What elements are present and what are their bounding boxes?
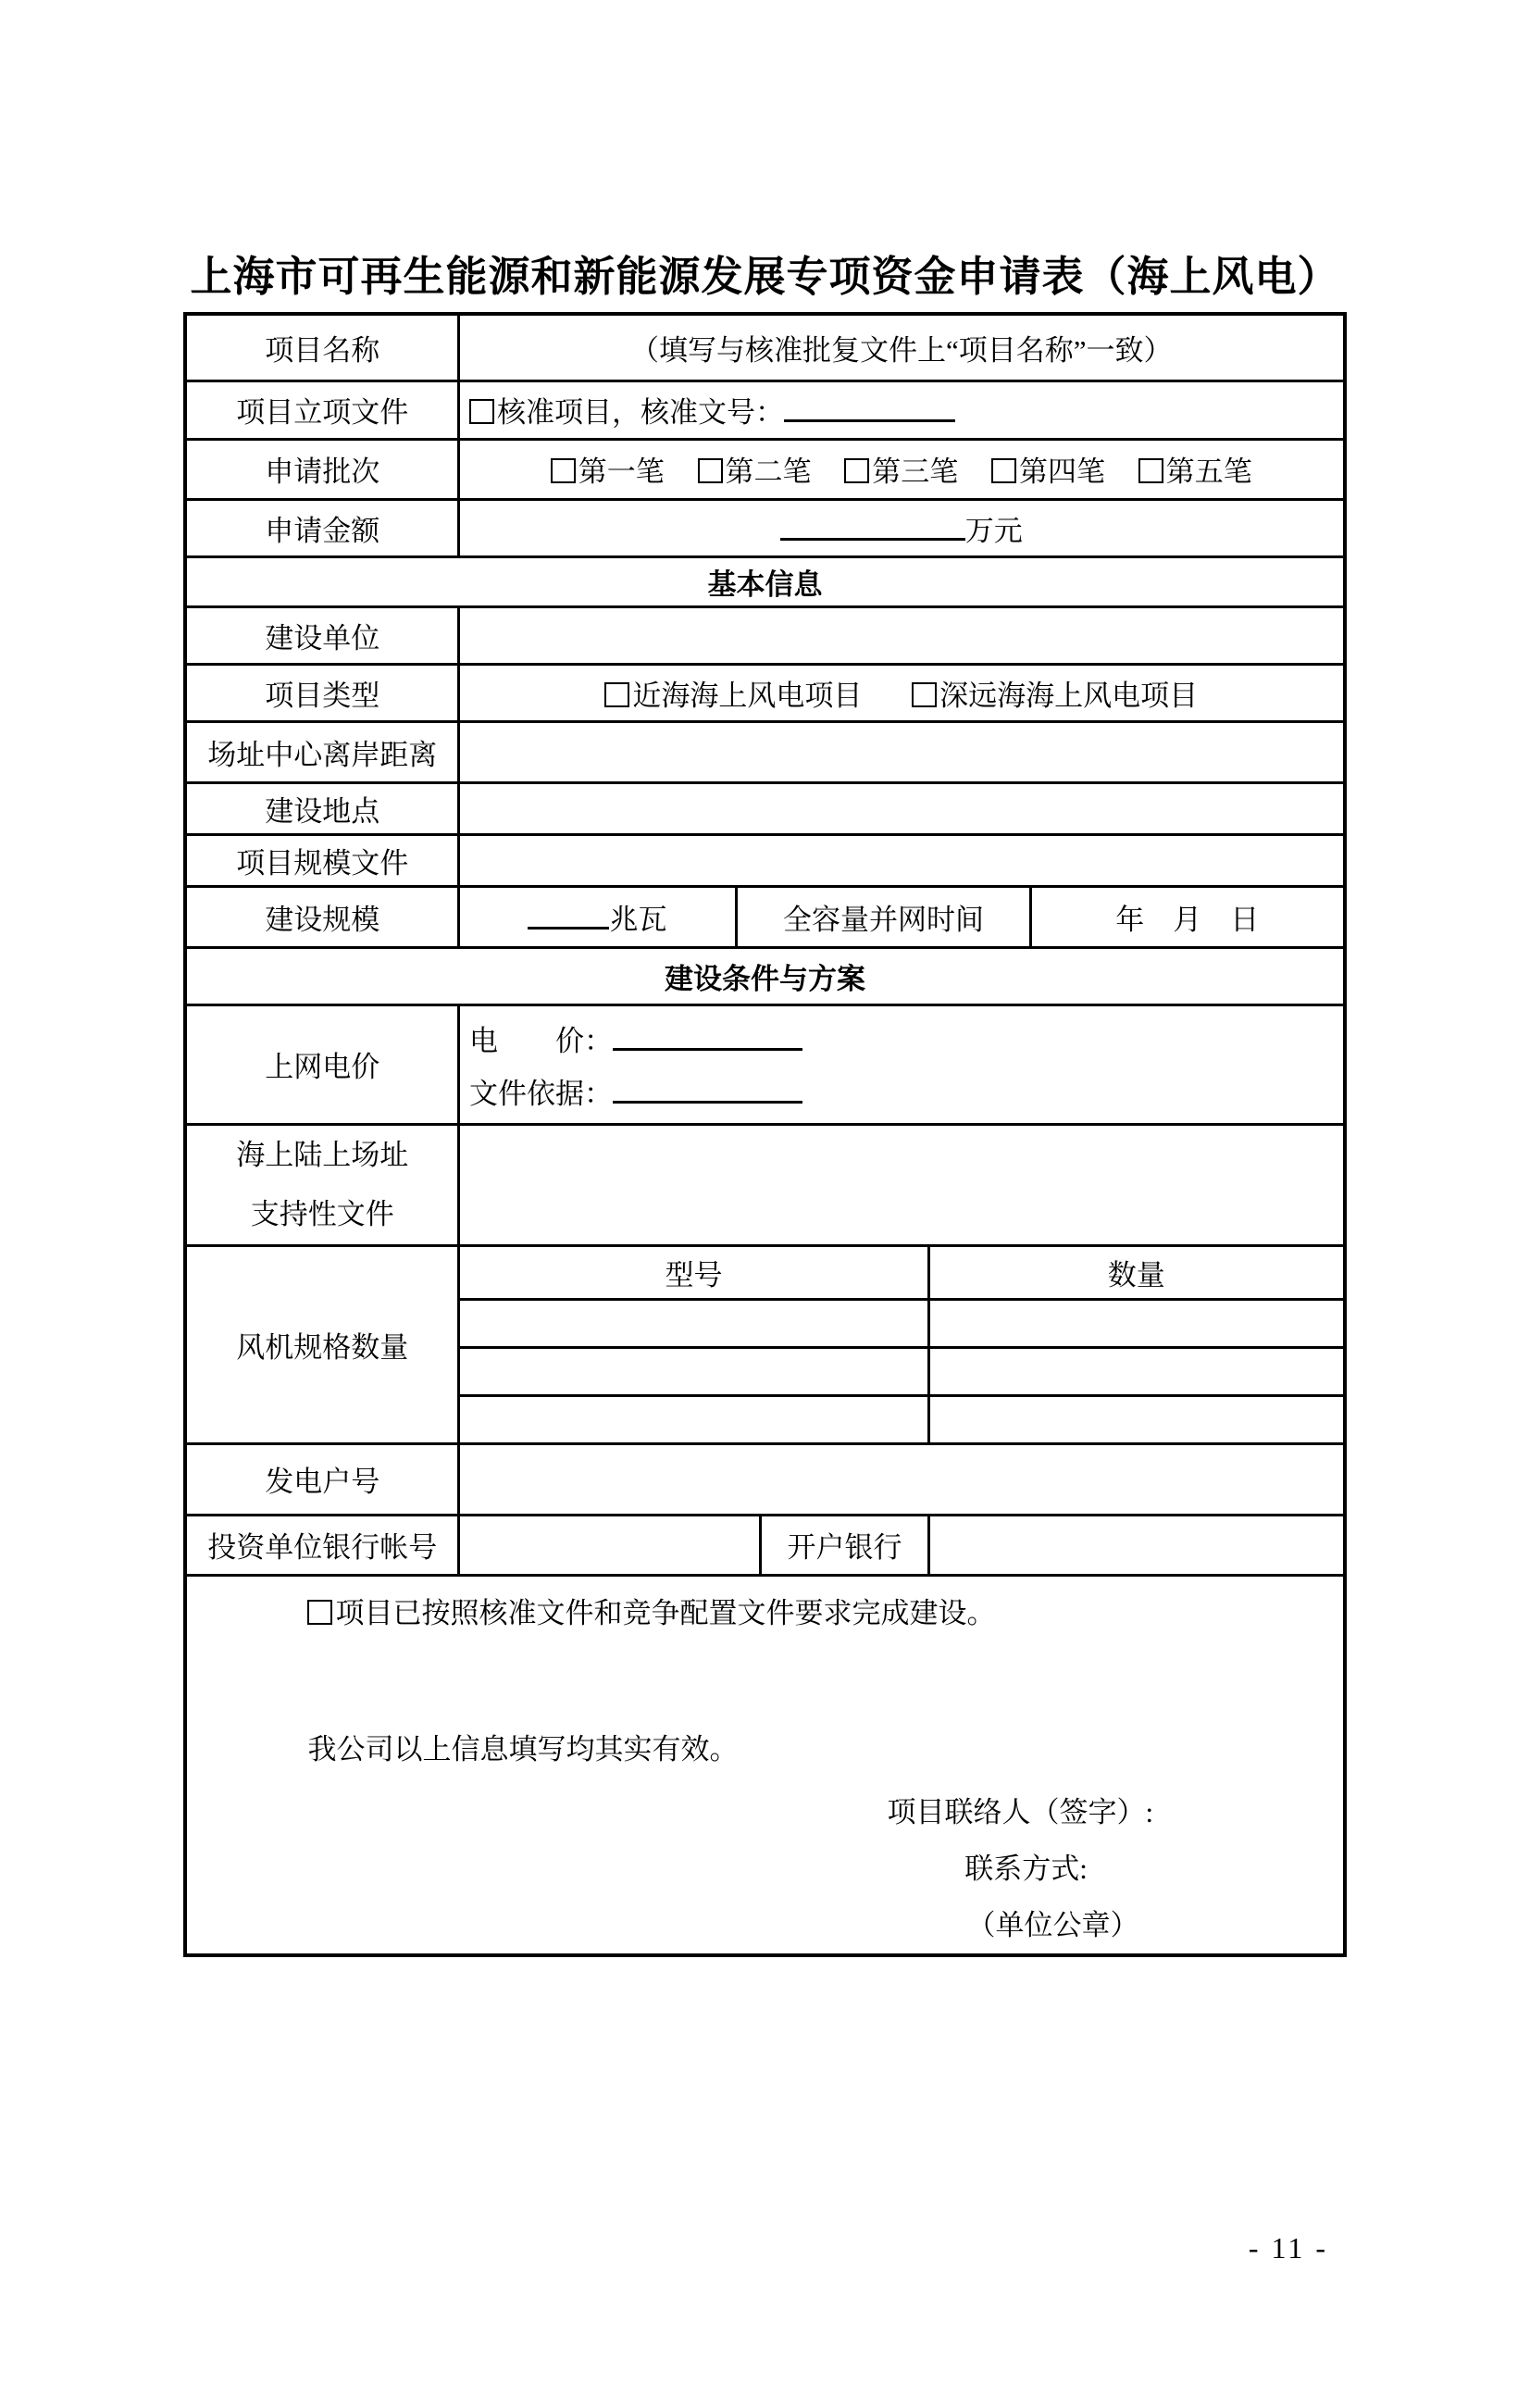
project-name-value[interactable]: （填写与核准批复文件上“项目名称”一致） <box>458 314 1344 381</box>
row-site-docs <box>185 1124 1344 1245</box>
turbine-quantity-header: 数量 <box>928 1245 1344 1299</box>
validity-statement: 我公司以上信息填写均其实有效。 <box>307 1732 739 1765</box>
amount-value <box>458 499 1344 556</box>
row-footer <box>185 1575 1344 1955</box>
grid-time-label: 全容量并网时间 <box>736 886 1030 947</box>
row-basic-info-header <box>185 556 1344 606</box>
turbine-model-cell-3[interactable] <box>458 1395 928 1443</box>
row-builder <box>185 606 1344 664</box>
bank-name-label: 开户银行 <box>760 1515 928 1575</box>
scale-doc-value[interactable] <box>458 834 1344 886</box>
site-docs-label-line1: 海上陆上场址 <box>236 1138 409 1171</box>
page-number: - 11 - <box>1248 2231 1328 2265</box>
approval-number-blank[interactable] <box>784 392 955 422</box>
price-doc-blank[interactable] <box>613 1073 802 1104</box>
batch-4-checkbox[interactable] <box>991 458 1016 483</box>
turbine-quantity-cell-1[interactable] <box>928 1299 1344 1347</box>
row-conditions-header <box>185 947 1344 1004</box>
scale-label: 建设规模 <box>185 886 458 947</box>
page-title: 上海市可再生能源和新能源发展专项资金申请表（海上风电） <box>190 253 1340 300</box>
bank-account-label: 投资单位银行帐号 <box>185 1515 458 1575</box>
application-form-table <box>183 312 1346 1957</box>
contact-method-label: 联系方式: <box>964 1852 1088 1885</box>
completion-checkbox[interactable] <box>307 1600 332 1625</box>
project-name-label: 项目名称 <box>185 314 458 381</box>
batch-3-label: 第三笔 <box>872 455 959 488</box>
approved-project-label: 核准项目，核准文号： <box>496 396 784 429</box>
row-offshore-distance <box>185 721 1344 782</box>
generation-account-label: 发电户号 <box>185 1443 458 1515</box>
seal-label: （单位公章） <box>966 1908 1139 1941</box>
location-value[interactable] <box>458 782 1344 834</box>
approved-project-checkbox[interactable] <box>469 399 494 424</box>
completion-statement: 项目已按照核准文件和竞争配置文件要求完成建设。 <box>335 1596 996 1629</box>
row-bank <box>185 1515 1344 1575</box>
bank-name-value[interactable] <box>928 1515 1344 1575</box>
row-project-name <box>185 314 1344 381</box>
approval-doc-label: 项目立项文件 <box>185 381 458 439</box>
site-docs-label <box>185 1124 458 1245</box>
builder-value[interactable] <box>458 606 1344 664</box>
scale-doc-label: 项目规模文件 <box>185 834 458 886</box>
price-value <box>458 1004 1344 1124</box>
row-amount <box>185 499 1344 556</box>
row-project-type <box>185 664 1344 721</box>
price-doc-label: 文件依据： <box>468 1077 613 1110</box>
project-type-value <box>458 664 1344 721</box>
row-location <box>185 782 1344 834</box>
offshore-distance-value[interactable] <box>458 721 1344 782</box>
batch-2-label: 第二笔 <box>725 455 812 488</box>
row-approval-doc <box>185 381 1344 439</box>
approval-doc-value <box>458 381 1344 439</box>
batch-2-checkbox[interactable] <box>698 458 723 483</box>
amount-label: 申请金额 <box>185 499 458 556</box>
price-field-label: 电 价： <box>468 1024 613 1057</box>
nearshore-checkbox[interactable] <box>604 682 629 707</box>
location-label: 建设地点 <box>185 782 458 834</box>
row-batch <box>185 439 1344 499</box>
turbine-model-cell-1[interactable] <box>458 1299 928 1347</box>
capacity-unit: 兆瓦 <box>609 903 667 936</box>
conditions-header: 建设条件与方案 <box>185 947 1344 1004</box>
row-scale <box>185 886 1344 947</box>
price-blank[interactable] <box>613 1020 802 1051</box>
site-docs-value[interactable] <box>458 1124 1344 1245</box>
batch-5-label: 第五笔 <box>1165 455 1252 488</box>
contact-block <box>888 1784 1165 1953</box>
turbine-quantity-cell-2[interactable] <box>928 1347 1344 1395</box>
amount-unit: 万元 <box>964 514 1023 547</box>
turbine-quantity-cell-3[interactable] <box>928 1395 1344 1443</box>
deepsea-checkbox[interactable] <box>912 682 937 707</box>
batch-value <box>458 439 1344 499</box>
offshore-distance-label: 场址中心离岸距离 <box>185 721 458 782</box>
turbine-model-header: 型号 <box>458 1245 928 1299</box>
batch-3-checkbox[interactable] <box>844 458 869 483</box>
capacity-blank[interactable] <box>528 899 609 930</box>
scale-capacity-cell <box>458 886 736 947</box>
amount-blank[interactable] <box>780 510 965 541</box>
batch-1-label: 第一笔 <box>578 455 665 488</box>
site-docs-label-line2: 支持性文件 <box>250 1197 394 1230</box>
completion-statement-line <box>307 1590 1340 1631</box>
basic-info-header: 基本信息 <box>185 556 1344 606</box>
batch-5-checkbox[interactable] <box>1138 458 1163 483</box>
row-generation-account <box>185 1443 1344 1515</box>
turbine-model-cell-2[interactable] <box>458 1347 928 1395</box>
row-turbine-header <box>185 1245 1344 1299</box>
row-scale-doc <box>185 834 1344 886</box>
bank-account-value[interactable] <box>458 1515 760 1575</box>
footer-cell <box>185 1575 1344 1955</box>
turbine-label: 风机规格数量 <box>185 1245 458 1443</box>
price-label: 上网电价 <box>185 1004 458 1124</box>
row-price <box>185 1004 1344 1124</box>
builder-label: 建设单位 <box>185 606 458 664</box>
batch-1-checkbox[interactable] <box>551 458 576 483</box>
batch-4-label: 第四笔 <box>1019 455 1105 488</box>
batch-label: 申请批次 <box>185 439 458 499</box>
contact-sign-label: 项目联络人（签字）: <box>887 1795 1154 1828</box>
generation-account-value[interactable] <box>458 1443 1344 1515</box>
nearshore-label: 近海海上风电项目 <box>632 679 863 712</box>
deepsea-label: 深远海海上风电项目 <box>939 679 1199 712</box>
grid-time-date-cell[interactable]: 年 月 日 <box>1030 886 1344 947</box>
project-type-label: 项目类型 <box>185 664 458 721</box>
